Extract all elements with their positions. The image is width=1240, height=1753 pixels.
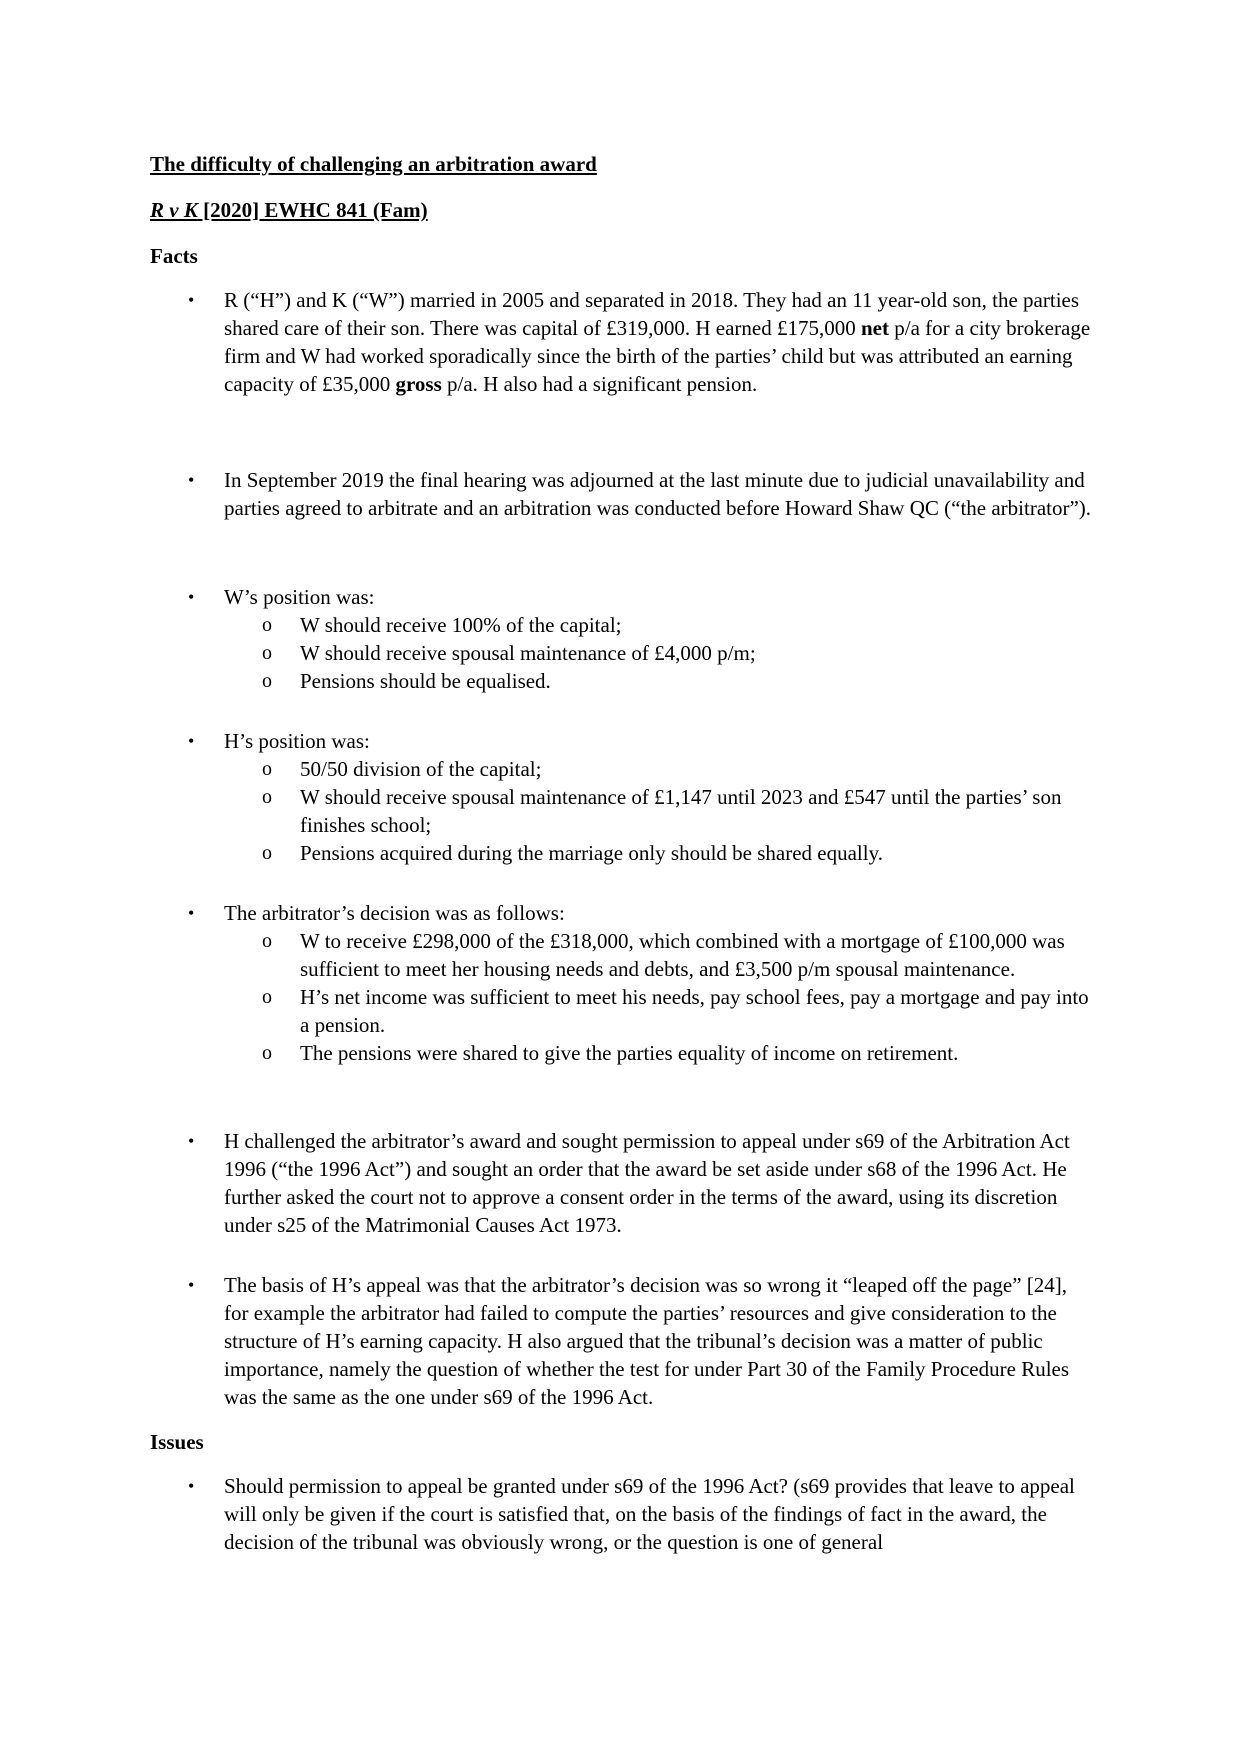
sub-bullet-marker: o [262, 758, 272, 780]
issues-heading: Issues [150, 1430, 204, 1454]
fact-item-3 [150, 583, 1110, 695]
fact-item-7 [150, 1271, 1110, 1411]
fact-text: R (“H”) and K (“W”) married in 2005 and separated in 2018. They had an 11 year-old son, the parties shared care of their son. There was capital of £319,000. H earned £175,000 net p/a for a city brokerage firm and W had worked sporadically since the birth of the parties’ child but was attributed an earning capacity of £35,000 gross p/a. H also had a significant pension. [224, 288, 1091, 396]
sub-bullet-marker: o [262, 986, 272, 1008]
case-parties: R v K [150, 198, 198, 222]
fact-text: The arbitrator’s decision was as follows: [224, 901, 565, 925]
bullet-marker: • [188, 470, 195, 490]
sub-item: o H’s net income was sufficient to meet his needs, pay school fees, pay a mortgage and pay into a pension. [262, 985, 1089, 1037]
issue-text: Should permission to appeal be granted under s69 of the 1996 Act? (s69 provides that leave to appeal will only be given if the court is satisfied that, on the basis of the findings of fact in the award, the decision of the tribunal was obviously wrong, or the question is one of general [224, 1474, 1075, 1554]
fact-text: The basis of H’s appeal was that the arbitrator’s decision was so wrong it “leaped off the page” [24], for example the arbitrator had failed to compute the parties’ resources and give consideration to the structure of H’s earning capacity. H also argued that the tribunal’s decision was a matter of public importance, namely the question of whether the test for under Part 30 of the Family Procedure Rules was the same as the one under s69 of the 1996 Act. [224, 1273, 1070, 1409]
fact-text: In September 2019 the final hearing was adjourned at the last minute due to judicial unavailability and parties agreed to arbitrate and an arbitration was conducted before Howard Shaw QC (“the arbitrator”). [224, 468, 1092, 520]
emphasis-gross: gross [395, 372, 442, 396]
bullet-marker: • [188, 290, 195, 310]
document-title: The difficulty of challenging an arbitration award [150, 152, 597, 176]
sub-bullet-marker: o [262, 614, 272, 636]
sub-item: o 50/50 division of the capital; [262, 757, 542, 781]
sub-bullet-marker: o [262, 1042, 272, 1064]
bullet-marker: • [188, 903, 195, 923]
sub-bullet-marker: o [262, 842, 272, 864]
case-citation [150, 196, 428, 224]
fact-item-1 [150, 286, 1110, 398]
sub-bullet-marker: o [262, 670, 272, 692]
bullet-marker: • [188, 1275, 195, 1295]
bullet-marker: • [188, 587, 195, 607]
sub-item: o Pensions should be equalised. [262, 669, 551, 693]
bullet-marker: • [188, 731, 195, 751]
sub-item: o W to receive £298,000 of the £318,000, which combined with a mortgage of £100,000 was sufficient to meet her housing needs and debts, and £3,500 p/m spousal maintenance. [262, 929, 1065, 981]
facts-heading: Facts [150, 244, 198, 268]
sub-item: o Pensions acquired during the marriage only should be shared equally. [262, 841, 883, 865]
sub-bullet-marker: o [262, 930, 272, 952]
fact-item-5 [150, 899, 1110, 1067]
sub-bullet-marker: o [262, 786, 272, 808]
bullet-marker: • [188, 1131, 195, 1151]
fact-item-2 [150, 466, 1110, 522]
sub-item: o W should receive 100% of the capital; [262, 613, 622, 637]
fact-text: W’s position was: [224, 585, 375, 609]
fact-item-4 [150, 727, 1110, 867]
fact-text: H challenged the arbitrator’s award and sought permission to appeal under s69 of the Arbitration Act 1996 (“the 1996 Act”) and sought an order that the award be set aside under s68 of the 1996 Act. He further asked the court not to approve a consent order in the terms of the award, using its discretion under s25 of the Matrimonial Causes Act 1973. [224, 1129, 1070, 1237]
sub-item: o W should receive spousal maintenance of £4,000 p/m; [262, 641, 756, 665]
fact-text: H’s position was: [224, 729, 370, 753]
sub-bullet-marker: o [262, 642, 272, 664]
fact-item-6 [150, 1127, 1110, 1239]
sub-item: o The pensions were shared to give the parties equality of income on retirement. [262, 1041, 959, 1065]
case-citation-text: [2020] EWHC 841 (Fam) [197, 198, 428, 222]
emphasis-net: net [860, 316, 889, 340]
issue-item-1 [150, 1472, 1110, 1556]
sub-item: o W should receive spousal maintenance of £1,147 until 2023 and £547 until the parties’ son finishes school; [262, 785, 1062, 837]
bullet-marker: • [188, 1476, 195, 1496]
